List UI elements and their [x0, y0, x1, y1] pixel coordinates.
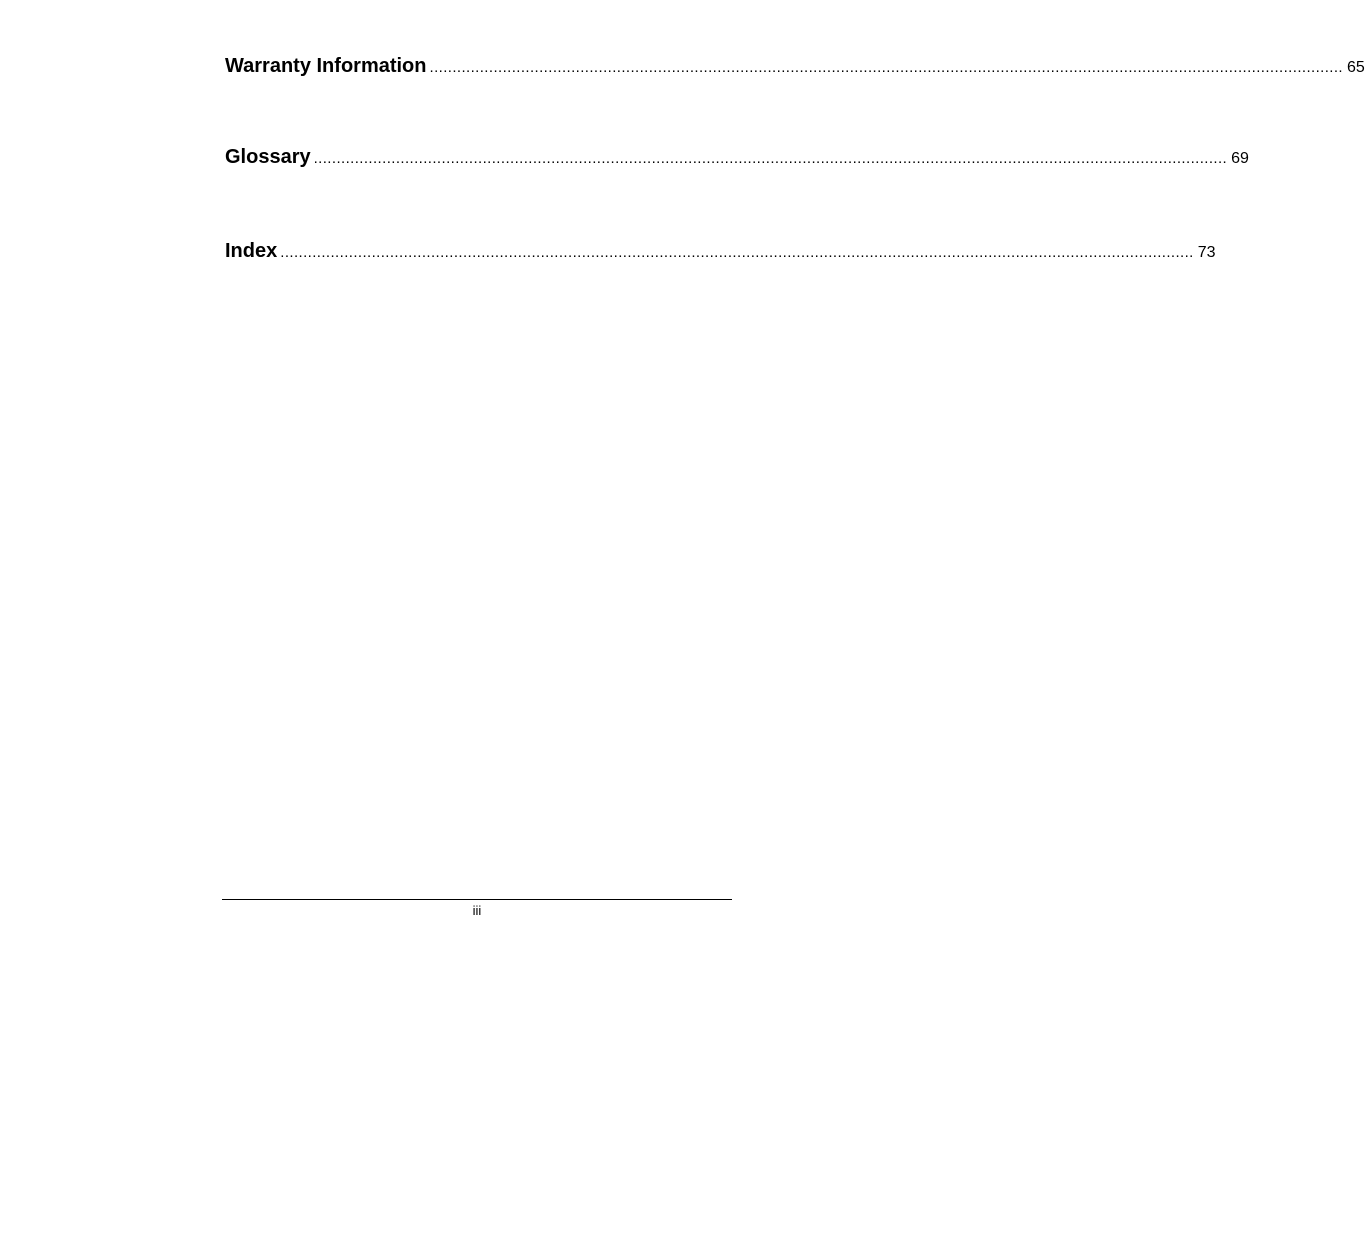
toc-entry-index[interactable]: [225, 240, 1216, 263]
toc-dot-leader: ........................................................................................................................................................................................................: [313, 150, 1228, 167]
toc-entry-title: Glossary: [225, 146, 311, 168]
toc-entry-glossary[interactable]: [225, 146, 1249, 169]
toc-entry-title: Warranty Information: [225, 55, 427, 77]
footer-divider: [222, 899, 732, 900]
footer-page-number: iii: [472, 903, 482, 918]
toc-dot-leader: ........................................................................................................................................................................................................: [280, 244, 1194, 261]
toc-entry-title: Index: [225, 240, 278, 262]
toc-entry-warranty-information[interactable]: [225, 55, 1365, 78]
toc-entry-page: 69: [1231, 150, 1249, 167]
toc-dot-leader: ........................................................................................................................................................................................................: [429, 59, 1343, 76]
toc-entry-page: 65: [1347, 59, 1365, 76]
toc-entry-page: 73: [1197, 244, 1216, 261]
